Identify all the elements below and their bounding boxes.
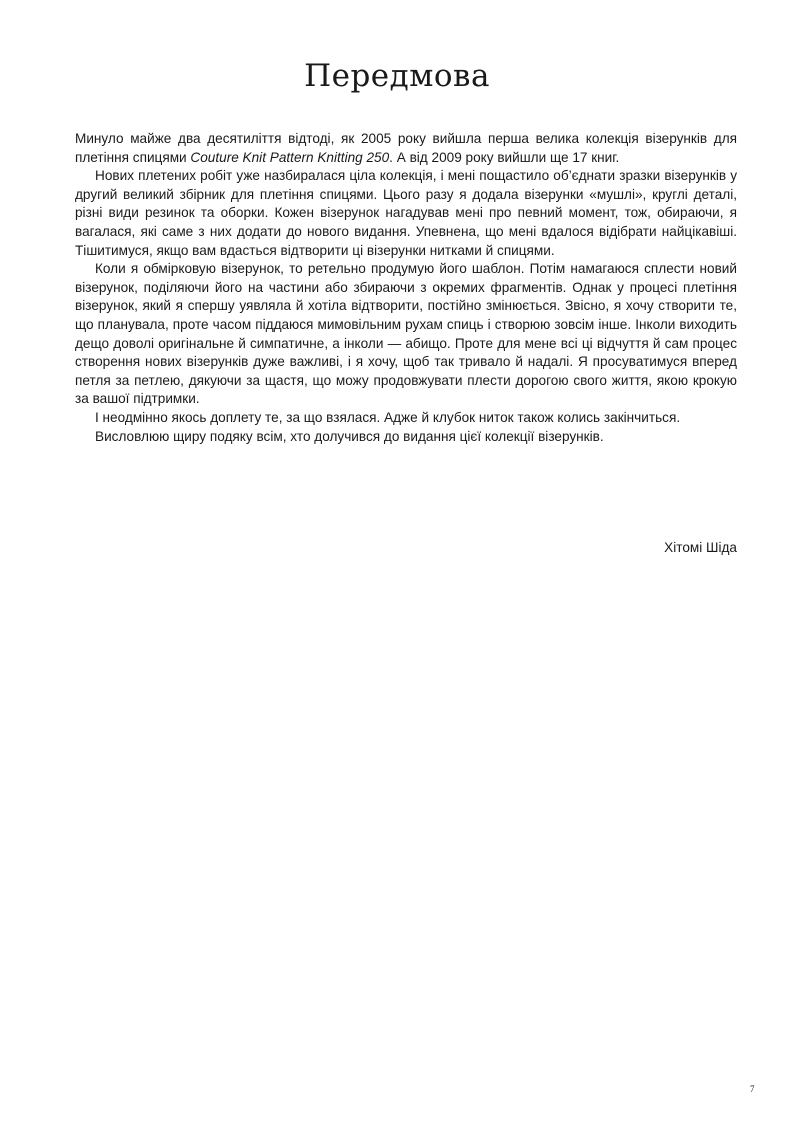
paragraph-1	[75, 130, 737, 167]
book-title-italic: Couture Knit Pattern Knitting 250	[190, 149, 390, 165]
paragraph-1-text-start: Минуло майже два десятиліття відтоді, як 2005 року вийшла перша велика колекція візерунків для плетіння спицями	[75, 131, 737, 165]
author-signature: Хітомі Шіда	[664, 540, 737, 555]
page-number: 7	[750, 1084, 755, 1094]
preface-body	[75, 130, 737, 446]
paragraph-3: Коли я обмірковую візерунок, то ретельно продумую його шаблон. Потім намагаюся сплести новий візерунок, поділяючи його на частини або збираючи з окремих фрагментів. Однак у процесі плетіння візерунок, який я спершу уявляла й хотіла відтворити, постійно змінюється. Звісно, я хочу створити те, що планувала, проте часом піддаюся мимовільним рухам спиць і створюю зовсім інше. Інколи виходить дещо доволі оригінальне й симпатичне, а інколи — абищо. Проте для мене всі ці відчуття й сам процес створення нових візерунків дуже важливі, і я хочу, щоб так тривало й надалі. Я просуватимуся вперед петля за петлею, дякуючи за щастя, що можу продовжувати плести дорогою свого життя, якою крокую за вашої підтримки.	[75, 261, 737, 407]
paragraph-1-text-end: . А від 2009 року вийшли ще 17 книг.	[389, 149, 620, 165]
page-title: Передмова	[304, 58, 490, 94]
paragraph-5: Висловлюю щиру подяку всім, хто долучився до видання цієї колекції візерунків.	[95, 428, 604, 444]
paragraph-4: І неодмінно якось доплету те, за що взялася. Адже й клубок ниток також колись закінчиться.	[95, 409, 681, 425]
paragraph-2: Нових плетених робіт уже назбиралася ціла колекція, і мені пощастило об’єднати зразки візерунків у другий великий збірник для плетіння спицями. Цього разу я додала візерунки «мушлі», круглі деталі, різні види резинок та оборки. Кожен візерунок нагадував мені про певний момент, тож, обираючи, я вагалася, які саме з них додати до нового видання. Упевнена, що мені вдалося відібрати найцікавіші. Тішитимуся, якщо вам вдасться відтворити ці візерунки нитками й спицями.	[75, 168, 737, 258]
